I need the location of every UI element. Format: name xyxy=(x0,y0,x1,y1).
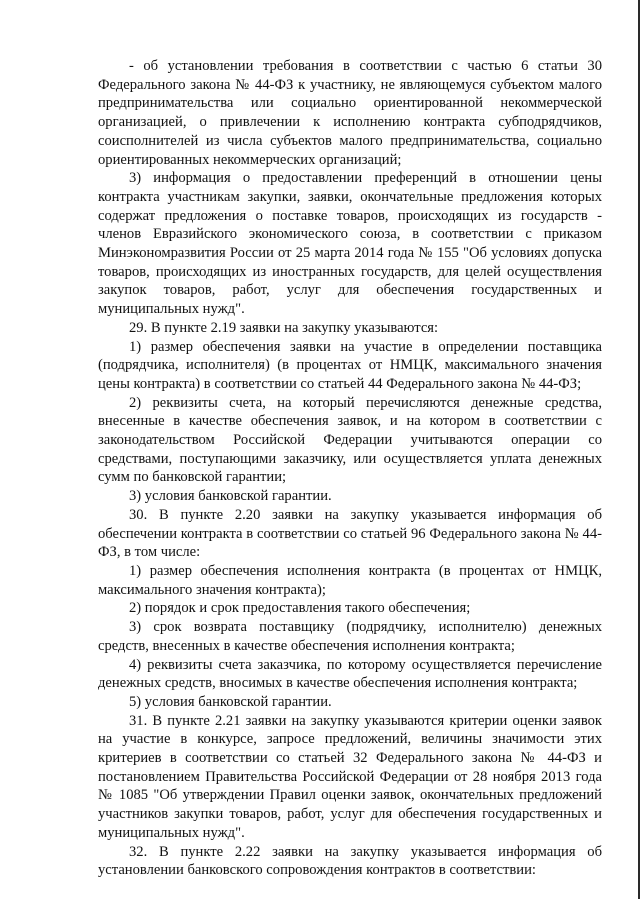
paragraph: 30. В пункте 2.20 заявки на закупку указывается информация об обеспечении контракта в соответствии со статьей 96 Федерального закона № 44-ФЗ, в том числе: xyxy=(98,506,602,561)
paragraph: 3) условия банковской гарантии. xyxy=(129,488,332,505)
paragraph: 31. В пункте 2.21 заявки на закупку указываются критерии оценки заявок на участие в конкурсе, запросе предложений, величины значимости этих критериев в соответствии со статьей 32 Федерального закона № 44-ФЗ и постановлением Правительства Российской Федерации от 28 ноября 2013 года № 1085 "Об утверждении Правил оценки заявок, окончательных предложений участников закупки товаров, работ, услуг для обеспечения государственных и муниципальных нужд". xyxy=(98,712,602,841)
paragraph: 2) реквизиты счета, на который перечисляются денежные средства, внесенные в качестве обеспечения заявок, и на котором в соответствии с законодательством Российской Федерации учитываются операции со средствами, поступающими заказчику, или осуществляется уплата денежных сумм по банковской гарантии; xyxy=(98,394,602,486)
paragraph: 2) порядок и срок предоставления такого обеспечения; xyxy=(129,600,471,617)
paragraph: - об установлении требования в соответствии с частью 6 статьи 30 Федерального закона № 44-ФЗ к участнику, не являющемуся субъектом малого предпринимательства или социально ориентированной некоммерческой организацией, о привлечении к исполнению контракта субподрядчиков, соисполнителей из числа субъектов малого предпринимательства, социально ориентированных некоммерческих организаций; xyxy=(98,58,602,168)
paragraph: 5) условия банковской гарантии. xyxy=(129,693,332,710)
paragraph: 1) размер обеспечения заявки на участие в определении поставщика (подрядчика, исполнителя) (в процентах от НМЦК, максимального значения цены контракта) в соответствии со статьей 44 Федерального закона № 44-ФЗ; xyxy=(98,338,602,392)
document-body xyxy=(98,57,602,880)
paragraph: 3) срок возврата поставщику (подрядчику, исполнителю) денежных средств, внесенных в качестве обеспечения исполнения контракта; xyxy=(98,619,602,654)
paragraph: 29. В пункте 2.19 заявки на закупку указываются: xyxy=(129,319,439,336)
paragraph: 1) размер обеспечения исполнения контракта (в процентах от НМЦК, максимального значения контракта); xyxy=(98,562,602,598)
paragraph: 4) реквизиты счета заказчика, по которому осуществляется перечисление денежных средств, вносимых в качестве обеспечения исполнения контракта; xyxy=(98,656,602,692)
paragraph: 3) информация о предоставлении преференций в отношении цены контракта участникам закупки, заявки, окончательные предложения которых содержат предложения о поставке товаров, происходящих из государств - членов Евразийского экономического союза, в соответствии с приказом Минэкономразвития России от 25 марта 2014 года № 155 "Об условиях допуска товаров, происходящих из иностранных государств, для целей осуществления закупок товаров, работ, услуг для обеспечения государственных и муниципальных нужд". xyxy=(98,170,602,318)
paragraph: 32. В пункте 2.22 заявки на закупку указывается информация об установлении банковского сопровождения контрактов в соответствии: xyxy=(98,843,602,879)
